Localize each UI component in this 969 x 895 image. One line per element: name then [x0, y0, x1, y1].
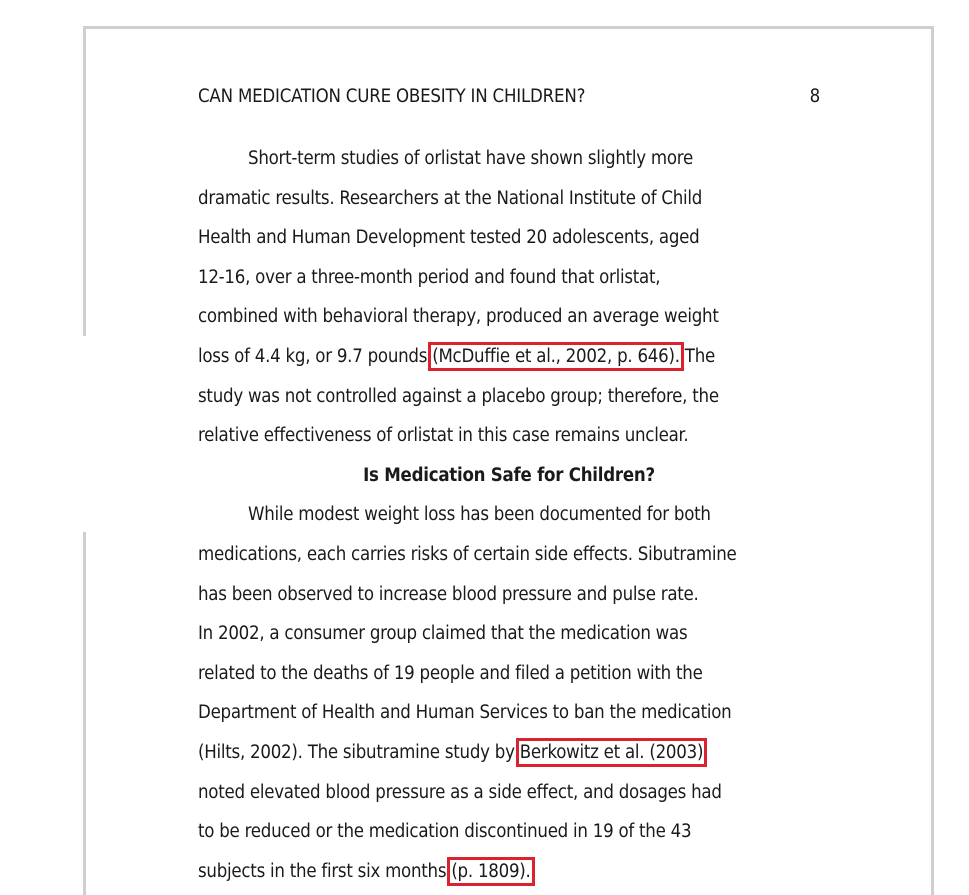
paragraph-line: Short-term studies of orlistat have shown slightly more	[248, 148, 693, 169]
document-body	[198, 139, 838, 891]
text-segment: loss of 4.4 kg, or 9.7 pounds	[198, 345, 433, 367]
paragraph-line: dramatic results. Researchers at the National Institute of Child	[198, 187, 703, 209]
paragraph-line: to be reduced or the medication discontinued in 19 of the 43	[198, 821, 692, 843]
text-segment: subjects in the first six months	[198, 860, 452, 882]
page-edge-gap	[80, 336, 88, 532]
paragraph-line: Department of Health and Human Services to ban the medication	[198, 702, 732, 724]
paragraph-line: medications, each carries risks of certain side effects. Sibutramine	[198, 543, 737, 565]
section-heading: Is Medication Safe for Children?	[363, 464, 655, 486]
text-segment: (Hilts, 2002). The sibutramine study by	[198, 741, 520, 763]
running-head-title: CAN MEDICATION CURE OBESITY IN CHILDREN?	[198, 86, 586, 107]
paragraph-line	[198, 337, 838, 377]
paragraph-line	[198, 852, 838, 892]
paragraph-line: relative effectiveness of orlistat in this case remains unclear.	[198, 425, 689, 447]
paragraph-line: Health and Human Development tested 20 adolescents, aged	[198, 227, 700, 249]
paragraph-line: 12-16, over a three-month period and found that orlistat,	[198, 266, 661, 288]
paragraph-line: noted elevated blood pressure as a side effect, and dosages had	[198, 781, 722, 803]
paragraph-line: study was not controlled against a placebo group; therefore, the	[198, 385, 719, 407]
paragraph-line: While modest weight loss has been documented for both	[248, 504, 711, 526]
paragraph-line: combined with behavioral therapy, produced an average weight	[198, 306, 719, 328]
page-number: 8	[809, 86, 820, 107]
paragraph-line: In 2002, a consumer group claimed that the medication was	[198, 623, 688, 645]
citation-highlight-berkowitz: Berkowitz et al. (2003)	[519, 741, 704, 763]
paragraph-line: has been observed to increase blood pressure and pulse rate.	[198, 583, 699, 605]
citation-highlight-page: (p. 1809).	[451, 860, 531, 882]
citation-highlight-mcduffie: (McDuffie et al., 2002, p. 646).	[432, 345, 680, 367]
paragraph-line	[198, 733, 838, 773]
text-segment: The	[679, 345, 716, 367]
paragraph-line: related to the deaths of 19 people and filed a petition with the	[198, 662, 703, 684]
running-head	[198, 84, 820, 110]
